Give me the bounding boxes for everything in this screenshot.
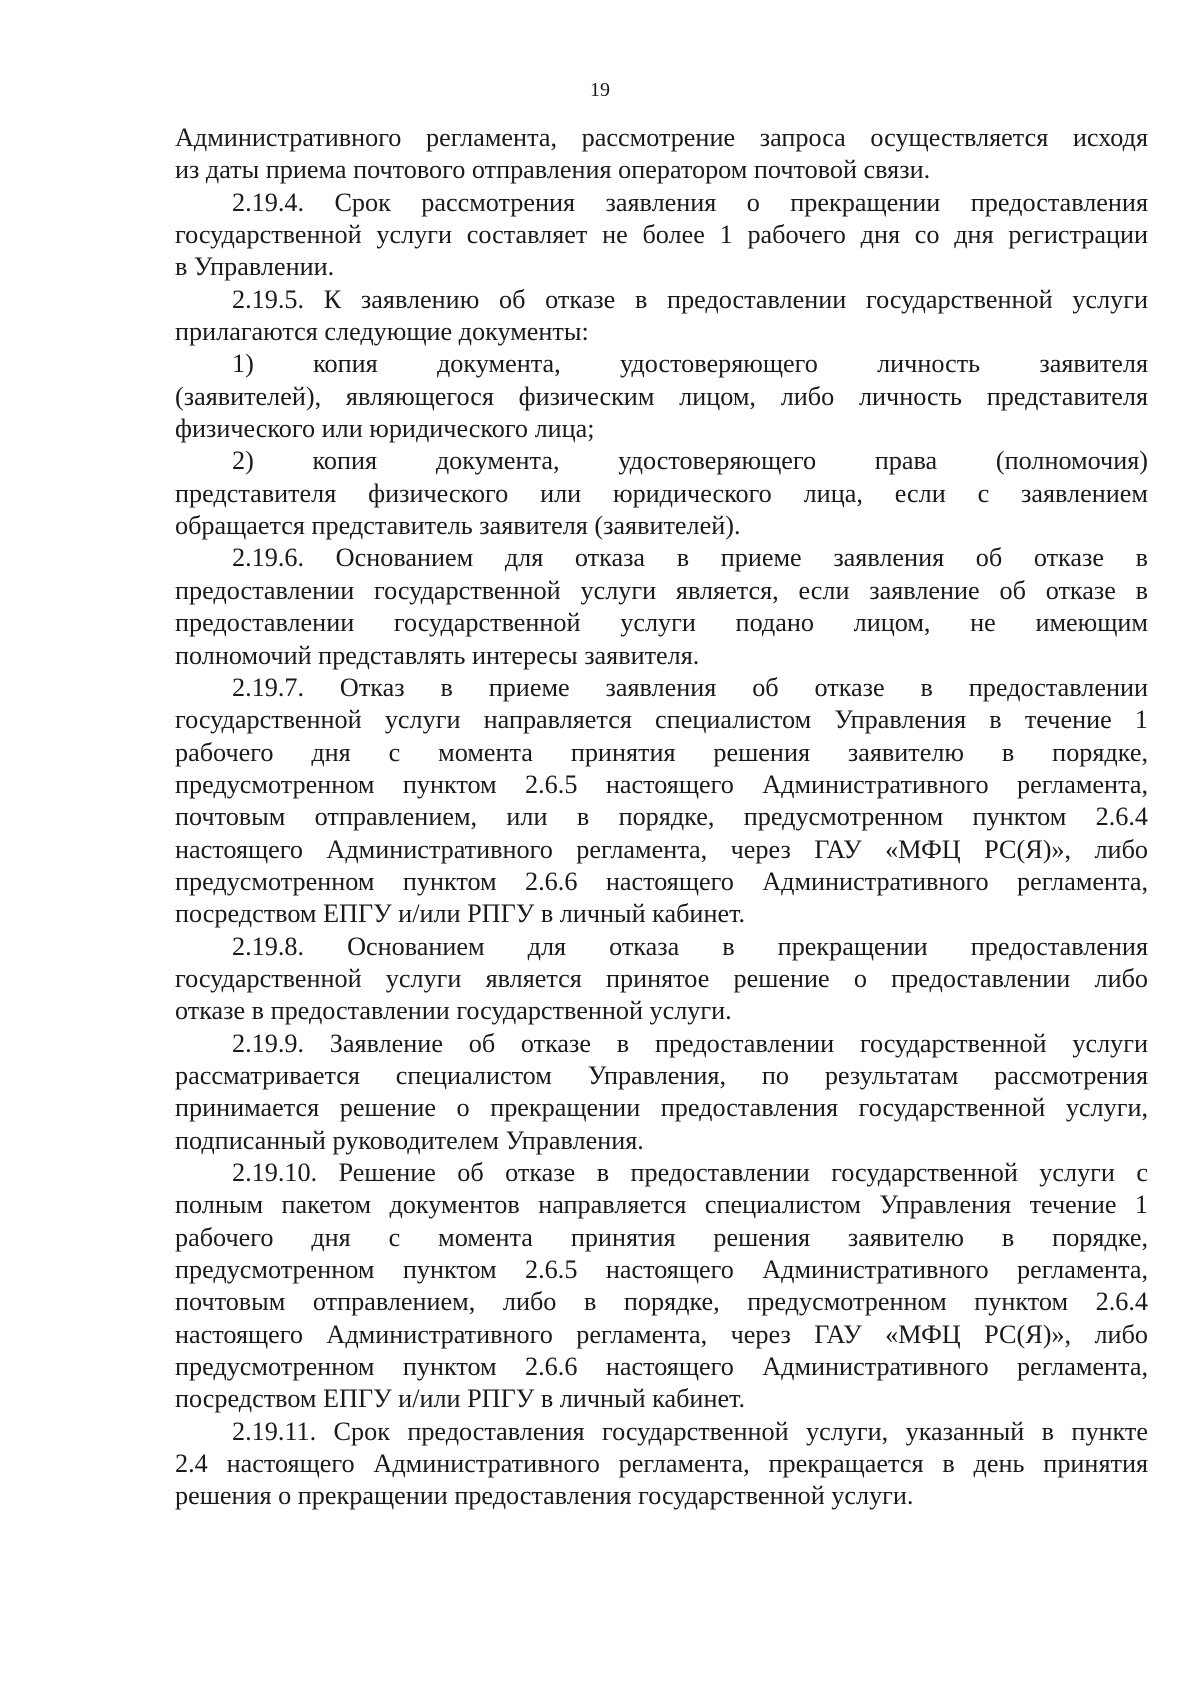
text-line: представителя физического или юридического лица, если с заявлением xyxy=(175,478,1148,508)
text-line: рабочего дня с момента принятия решения заявителю в порядке, xyxy=(175,1222,1148,1252)
text-line: физического или юридического лица; xyxy=(175,414,595,444)
text-line: 1) копия документа, удостоверяющего личность заявителя xyxy=(232,349,1148,379)
text-line: 2.19.6. Основанием для отказа в приеме заявления об отказе в xyxy=(232,543,1148,573)
text-line: рассматривается специалистом Управления, по результатам рассмотрения xyxy=(175,1060,1148,1090)
text-line: предоставлении государственной услуги подано лицом, не имеющим xyxy=(175,608,1148,638)
text-line: настоящего Административного регламента, через ГАУ «МФЦ РС(Я)», либо xyxy=(175,834,1148,864)
text-line: 2.19.7. Отказ в приеме заявления об отказе в предоставлении xyxy=(232,672,1148,702)
text-line: полным пакетом документов направляется специалистом Управления течение 1 xyxy=(175,1190,1148,1220)
text-line: 2.19.11. Срок предоставления государственной услуги, указанный в пункте xyxy=(232,1416,1148,1446)
text-line: 2) копия документа, удостоверяющего права (полномочия) xyxy=(232,446,1148,476)
page-number: 19 xyxy=(590,79,610,101)
text-line: 2.4 настоящего Административного регламента, прекращается в день принятия xyxy=(175,1449,1148,1479)
text-line: 2.19.8. Основанием для отказа в прекращении предоставления xyxy=(232,931,1148,961)
text-line: (заявителей), являющегося физическим лицом, либо личность представителя xyxy=(175,381,1148,411)
text-line: подписанный руководителем Управления. xyxy=(175,1125,644,1155)
text-line: обращается представитель заявителя (заявителей). xyxy=(175,511,741,541)
text-line: принимается решение о прекращении предоставления государственной услуги, xyxy=(175,1093,1148,1123)
text-line: почтовым отправлением, либо в порядке, предусмотренном пунктом 2.6.4 xyxy=(175,1287,1148,1317)
text-line: рабочего дня с момента принятия решения заявителю в порядке, xyxy=(175,737,1148,767)
document-body xyxy=(175,122,1148,1513)
text-line: посредством ЕПГУ и/или РПГУ в личный кабинет. xyxy=(175,899,746,929)
text-line: решения о прекращении предоставления государственной услуги. xyxy=(175,1481,914,1511)
text-line: 2.19.4. Срок рассмотрения заявления о прекращении предоставления xyxy=(232,187,1148,217)
text-line: государственной услуги является принятое решение о предоставлении либо xyxy=(175,963,1148,993)
text-line: полномочий представлять интересы заявителя. xyxy=(175,640,700,670)
text-line: предоставлении государственной услуги является, если заявление об отказе в xyxy=(175,575,1148,605)
text-line: государственной услуги направляется специалистом Управления в течение 1 xyxy=(175,705,1148,735)
text-line: 2.19.5. К заявлению об отказе в предоставлении государственной услуги xyxy=(232,284,1148,314)
text-line: в Управлении. xyxy=(175,252,335,282)
text-line: прилагаются следующие документы: xyxy=(175,317,589,347)
text-line: предусмотренном пунктом 2.6.5 настоящего Административного регламента, xyxy=(175,1255,1148,1285)
text-line: из даты приема почтового отправления оператором почтовой связи. xyxy=(175,155,931,185)
text-line: предусмотренном пунктом 2.6.6 настоящего Административного регламента, xyxy=(175,1352,1148,1382)
text-line: посредством ЕПГУ и/или РПГУ в личный кабинет. xyxy=(175,1384,746,1414)
text-line: 2.19.9. Заявление об отказе в предоставлении государственной услуги xyxy=(232,1028,1148,1058)
text-line: предусмотренном пунктом 2.6.5 настоящего Административного регламента, xyxy=(175,769,1148,799)
text-line: настоящего Административного регламента, через ГАУ «МФЦ РС(Я)», либо xyxy=(175,1319,1148,1349)
text-line: Административного регламента, рассмотрение запроса осуществляется исходя xyxy=(175,123,1148,152)
text-line: почтовым отправлением, или в порядке, предусмотренном пунктом 2.6.4 xyxy=(175,802,1148,832)
text-line: предусмотренном пунктом 2.6.6 настоящего Административного регламента, xyxy=(175,866,1148,896)
text-line: государственной услуги составляет не более 1 рабочего дня со дня регистрации xyxy=(175,220,1148,250)
text-line: отказе в предоставлении государственной услуги. xyxy=(175,996,732,1026)
text-line: 2.19.10. Решение об отказе в предоставлении государственной услуги с xyxy=(232,1158,1148,1187)
